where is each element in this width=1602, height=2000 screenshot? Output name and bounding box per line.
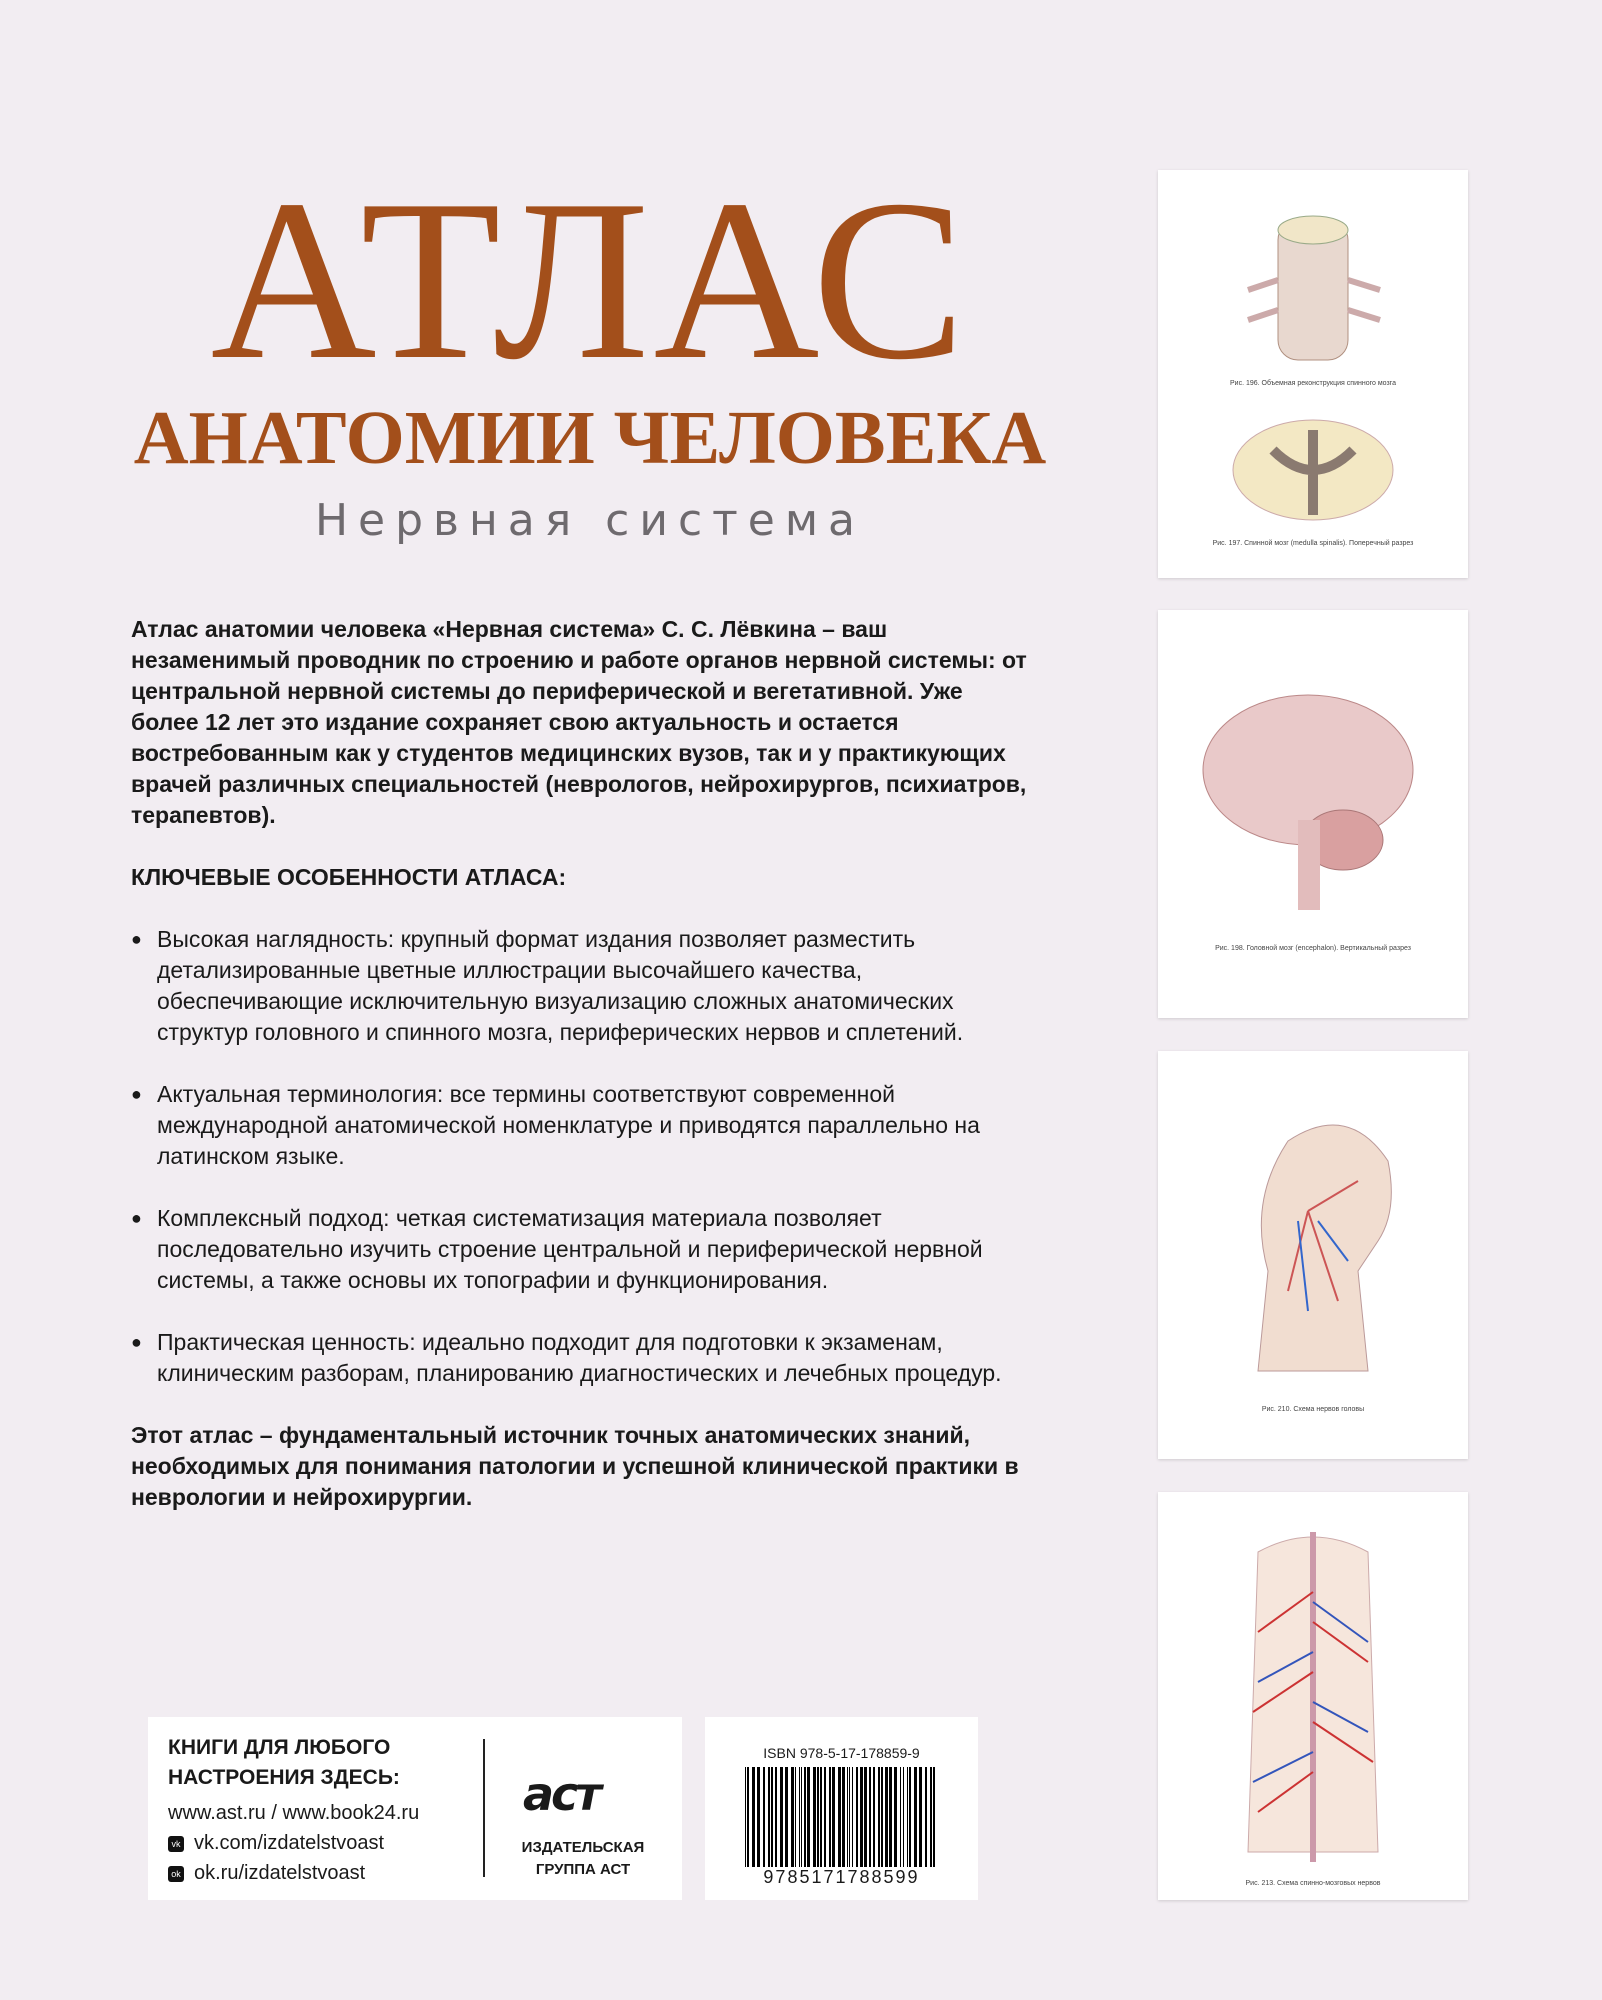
website-links[interactable]: www.ast.ru / www.book24.ru xyxy=(168,1802,420,1824)
barcode-bar xyxy=(771,1767,773,1867)
barcode-bar xyxy=(745,1767,746,1867)
feature-item xyxy=(131,1079,1031,1172)
barcode-bar xyxy=(799,1767,800,1867)
feature-item xyxy=(131,1203,1031,1296)
spinal-cord-illustration xyxy=(1158,170,1468,578)
barcode-bar xyxy=(791,1767,794,1867)
figure-caption: Рис. 196. Объемная реконструкция спинного мозга xyxy=(1230,380,1396,387)
ean-number: 9785171788599 xyxy=(763,1867,920,1887)
book-title: АТЛАС xyxy=(210,152,970,407)
brain-illustration xyxy=(1158,610,1468,1018)
barcode-bar xyxy=(852,1767,853,1867)
feature-text: Высокая наглядность: крупный формат издания позволяет разместить детализированные цветные иллюстрации высочайшего качества, обеспечивающие исключительную визуализацию сложных анатомических структур головного и спинного мозга, периферических нервов и сплетений. xyxy=(157,926,964,1045)
barcode-bar xyxy=(838,1767,841,1867)
intro-text: Атлас анатомии человека «Нервная система» С. С. Лёвкина – ваш незаменимый проводник по строению и работе органов нервной системы: от центральной нервной системы до периферической и вегетативной. Уже более 12 лет это издание сохраняет свою актуальность и остается востребованным как у студентов медицинских вузов, так и у практикующих врачей различных специальностей (неврологов, нейрохирургов, психиатров, терапевтов). xyxy=(131,616,1027,828)
publisher-promo xyxy=(148,1717,682,1900)
barcode-bar xyxy=(752,1767,755,1867)
barcode-bar xyxy=(903,1767,904,1867)
barcode-bar xyxy=(869,1767,871,1867)
barcode-bar xyxy=(747,1767,749,1867)
barcode-bar xyxy=(900,1767,901,1867)
barcode-bar xyxy=(824,1767,826,1867)
bullet-icon: ● xyxy=(131,929,142,949)
figure-card-head-nerves xyxy=(1158,1051,1468,1459)
publisher-name: ИЗДАТЕЛЬСКАЯ ГРУППА АСТ xyxy=(521,1839,645,1878)
feature-text: Актуальная терминология: все термины соответствуют современной международной анатомической номенклатуре и приводятся параллельно на латинском языке. xyxy=(157,1081,980,1169)
barcode-bar xyxy=(813,1767,816,1867)
barcode-bar xyxy=(832,1767,835,1867)
barcode-bar xyxy=(933,1767,935,1867)
vk-icon: vk xyxy=(168,1836,184,1852)
conclusion-text: Этот атлас – фундаментальный источник точных анатомических знаний, необходимых для понимания патологии и успешной клинической практики в неврологии и нейрохирургии. xyxy=(131,1422,1019,1510)
barcode-bar xyxy=(847,1767,848,1867)
vk-link[interactable]: vk vk.com/izdatelstvoast xyxy=(168,1831,384,1855)
barcode-bar xyxy=(829,1767,831,1867)
figure-caption: Рис. 213. Схема спинно-мозговых нервов xyxy=(1245,1880,1381,1887)
barcode-bar xyxy=(820,1767,822,1867)
barcode-bar xyxy=(842,1767,845,1867)
bullet-icon: ● xyxy=(131,1208,142,1228)
barcode-bar xyxy=(878,1767,880,1867)
figure-card-spinal-cord xyxy=(1158,170,1468,578)
spinal-nerves-illustration xyxy=(1158,1492,1468,1900)
figure-card-brain xyxy=(1158,610,1468,1018)
ok-link[interactable]: ok ok.ru/izdatelstvoast xyxy=(168,1861,365,1885)
bullet-icon: ● xyxy=(131,1084,142,1104)
book-subtitle: АНАТОМИИ ЧЕЛОВЕКА xyxy=(133,396,1047,480)
feature-text: Практическая ценность: идеально подходит для подготовки к экзаменам, клиническим разборам, планированию диагностических и лечебных процедур. xyxy=(157,1329,1002,1386)
barcode-bar xyxy=(864,1767,867,1867)
barcode-bar xyxy=(930,1767,932,1867)
barcode-bar xyxy=(914,1767,917,1867)
book-series: Нервная система xyxy=(314,495,866,546)
figure-caption: Рис. 198. Головной мозг (encephalon). Вертикальный разрез xyxy=(1215,945,1411,952)
figure-caption: Рис. 197. Спинной мозг (medulla spinalis). Поперечный разрез xyxy=(1212,540,1414,547)
divider xyxy=(483,1739,485,1877)
barcode-bar xyxy=(804,1767,806,1867)
feature-item xyxy=(131,924,1031,1048)
figure-caption: Рис. 210. Схема нервов головы xyxy=(1261,1406,1365,1413)
barcode-bar xyxy=(894,1767,897,1867)
bullet-icon: ● xyxy=(131,1332,142,1352)
barcode-bar xyxy=(785,1767,788,1867)
barcode-bar xyxy=(768,1767,770,1867)
barcode-bar xyxy=(919,1767,922,1867)
barcode-bar xyxy=(907,1767,908,1867)
barcode-bar xyxy=(925,1767,927,1867)
ok-icon: ok xyxy=(168,1866,184,1882)
ast-logo: аст xyxy=(523,1767,599,1821)
barcode-bar xyxy=(885,1767,888,1867)
figure-card-spinal-nerves xyxy=(1158,1492,1468,1900)
barcode-box xyxy=(705,1717,978,1900)
features-heading: КЛЮЧЕВЫЕ ОСОБЕННОСТИ АТЛАСА: xyxy=(131,864,567,890)
feature-item xyxy=(131,1327,1031,1389)
barcode-bar xyxy=(807,1767,810,1867)
promo-heading: КНИГИ ДЛЯ ЛЮБОГО НАСТРОЕНИЯ ЗДЕСЬ: xyxy=(168,1736,400,1789)
head-nerves-illustration xyxy=(1158,1051,1468,1459)
barcode-bar xyxy=(889,1767,892,1867)
barcode-bar xyxy=(860,1767,863,1867)
barcode-bar xyxy=(909,1767,911,1867)
barcode-bar xyxy=(856,1767,858,1867)
barcode-bar xyxy=(795,1767,796,1867)
description xyxy=(131,614,1031,1544)
barcode xyxy=(745,1767,940,1867)
barcode-bar xyxy=(763,1767,765,1867)
barcode-bar xyxy=(849,1767,850,1867)
barcode-bar xyxy=(873,1767,875,1867)
feature-text: Комплексный подход: четкая систематизация материала позволяет последовательно изучить строение центральной и периферической нервной системы, а также основы их топографии и функционирования. xyxy=(157,1205,983,1293)
barcode-bar xyxy=(817,1767,819,1867)
barcode-bar xyxy=(780,1767,783,1867)
barcode-bar xyxy=(881,1767,883,1867)
barcode-bar xyxy=(775,1767,777,1867)
barcode-bar xyxy=(801,1767,802,1867)
isbn-text: ISBN 978-5-17-178859-9 xyxy=(763,1745,920,1761)
barcode-bar xyxy=(757,1767,760,1867)
